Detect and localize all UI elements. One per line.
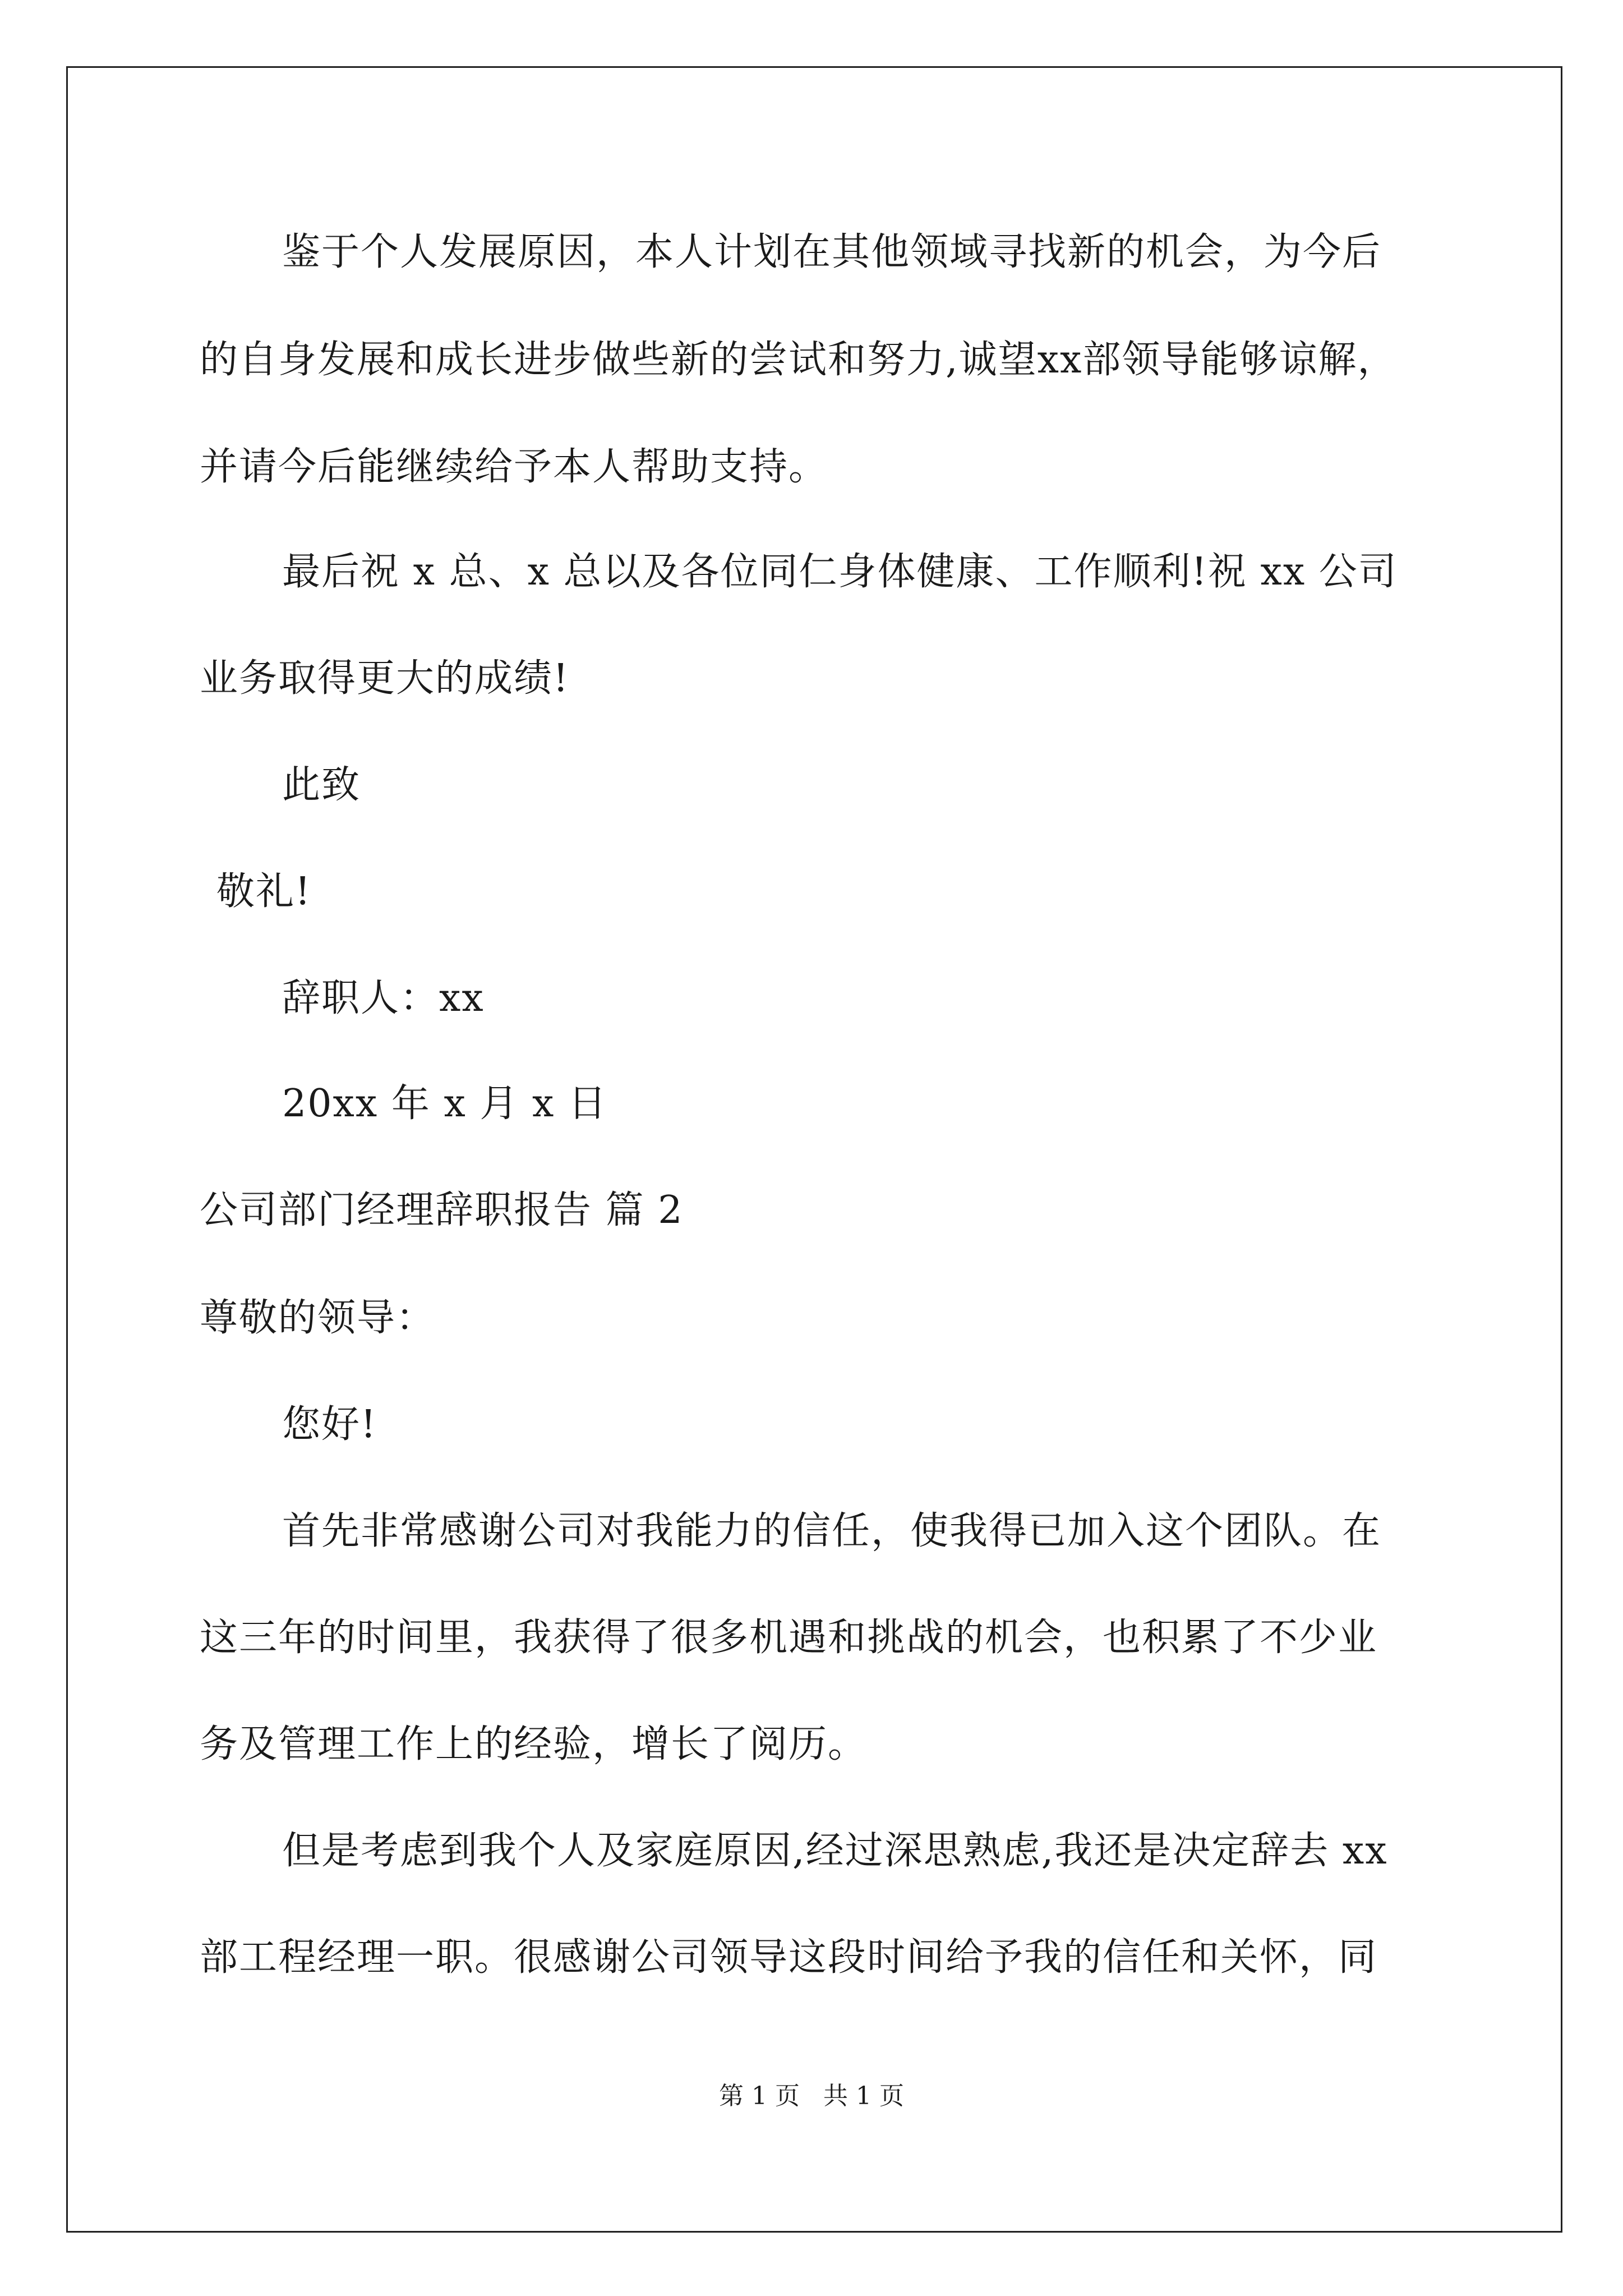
paragraph-line: 但是考虑到我个人及家庭原因,经过深思熟虑,我还是决定辞去 xx — [282, 1829, 1388, 1873]
paragraph-line: 务及管理工作上的经验，增长了阅历。 — [200, 1722, 868, 1766]
paragraph-line: 并请今后能继续给予本人帮助支持。 — [200, 445, 828, 489]
paragraph-line: 的自身发展和成长进步做些新的尝试和努力,诚望xx部领导能够谅解， — [200, 338, 1397, 382]
page-total: 共 1 页 — [823, 2082, 904, 2110]
closing-line: 此致 — [282, 763, 361, 807]
greeting-line: 尊敬的领导： — [200, 1296, 436, 1340]
page-footer — [0, 2076, 1623, 2111]
greeting-line: 您好! — [282, 1402, 377, 1447]
page-border — [66, 66, 1562, 2233]
page-number: 第 1 页 — [719, 2082, 800, 2110]
signature-line: 辞职人：xx — [282, 976, 485, 1020]
paragraph-line: 鉴于个人发展原因，本人计划在其他领域寻找新的机会，为今后 — [282, 230, 1382, 274]
paragraph-line: 业务取得更大的成绩! — [200, 656, 570, 701]
paragraph-line: 首先非常感谢公司对我能力的信任，使我得已加入这个团队。在 — [282, 1509, 1382, 1553]
paragraph-line: 最后祝 x 总、x 总以及各位同仁身体健康、工作顺利!祝 xx 公司 — [282, 550, 1398, 594]
section-title: 公司部门经理辞职报告 篇 2 — [200, 1188, 684, 1232]
salutation-line: 敬礼! — [216, 869, 312, 914]
date-line: 20xx 年 x 月 x 日 — [282, 1082, 608, 1126]
paragraph-line: 部工程经理一职。很感谢公司领导这段时间给予我的信任和关怀，同 — [200, 1935, 1378, 1980]
paragraph-line: 这三年的时间里，我获得了很多机遇和挑战的机会，也积累了不少业 — [200, 1616, 1378, 1660]
